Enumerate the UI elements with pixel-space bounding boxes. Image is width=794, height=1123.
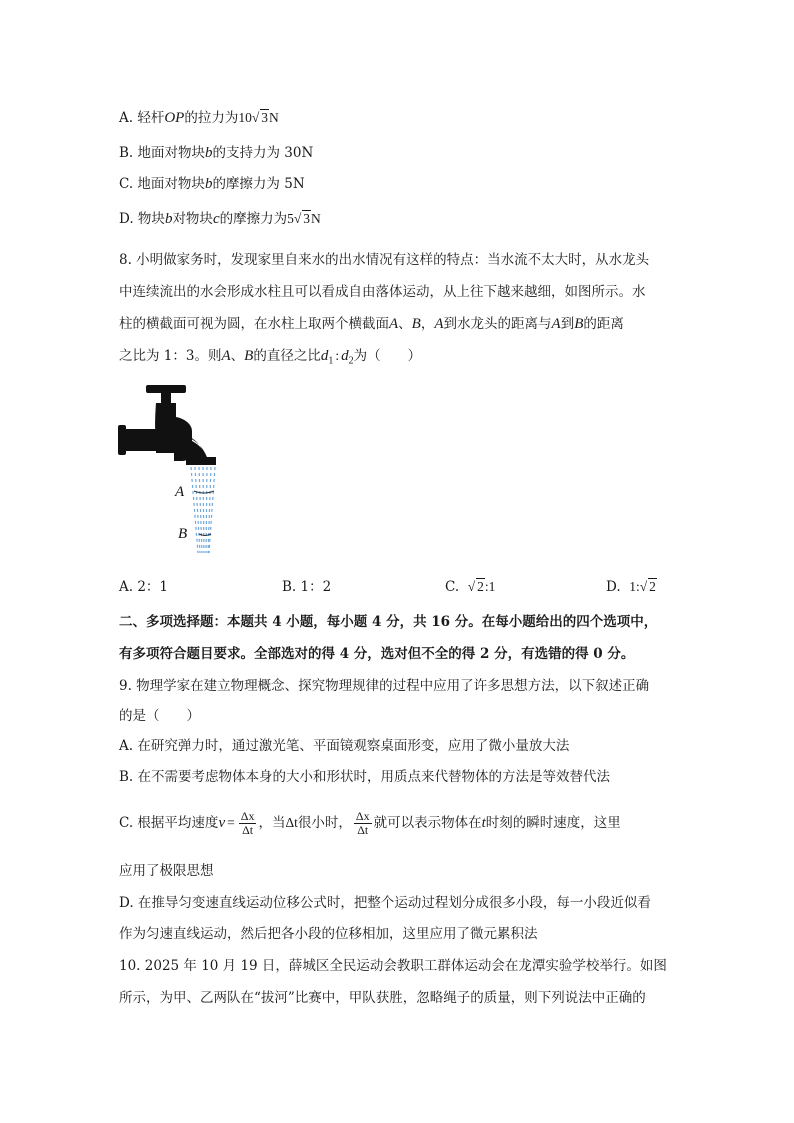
unit: N <box>269 110 279 125</box>
option-text: 对物块 <box>172 211 213 227</box>
sqrt-radicand: 3 <box>303 211 311 226</box>
q9-option-c-line-2: 应用了极限思想 <box>119 863 214 879</box>
q7-option-a: A. 轻杆OP的拉力为10√ 3N <box>119 110 279 126</box>
text: 的距离 <box>583 316 624 332</box>
option-text: 1: <box>629 579 640 594</box>
option-text: A. 轻杆 <box>119 110 165 126</box>
option-text: ，当 <box>258 815 286 831</box>
q10-line-2: 所示，为甲、乙两队在“拔河”比赛中，甲队获胜，忽略绳子的质量，则下列说法中正确的 <box>119 990 646 1006</box>
numerator: Δx <box>240 809 255 823</box>
math-var: c <box>212 211 220 227</box>
option-text: C. 根据平均速度 <box>119 815 219 831</box>
text: : <box>335 348 340 363</box>
text: ， <box>420 316 435 332</box>
math-var: b <box>164 211 173 227</box>
option-text: C. 地面对物块 <box>119 176 205 192</box>
q7-option-d: D. 物块b对物块c的摩擦力为5√ 3N <box>119 211 321 227</box>
math-var: A <box>389 316 399 332</box>
subscript: 1 <box>328 355 334 367</box>
q9-option-a: A. 在研究弹力时，通过激光笔、平面镜观察桌面形变，应用了微小量放大法 <box>119 738 570 754</box>
math-coef: 10 <box>238 110 252 125</box>
q9-option-d-line-2: 作为匀速直线运动，然后把各小段的位移相加，这里应用了微元累积法 <box>119 926 538 942</box>
q8-option-b: B. 1：2 <box>282 579 332 595</box>
q7-option-c <box>119 174 305 194</box>
math-var: A <box>221 348 231 364</box>
q9-option-d-line-1: D. 在推导匀变速直线运动位移公式时，把整个运动过程划分成很多小段，每一小段近似看 <box>119 895 651 911</box>
option-text: 的支持力为 30N <box>212 145 314 161</box>
math-var: Δt <box>285 815 298 830</box>
math-var: B <box>411 316 421 332</box>
water-stream-icon <box>191 467 215 553</box>
option-text: 的拉力为 <box>184 110 239 126</box>
figure-label-a: A <box>175 484 185 500</box>
math-var: b <box>205 145 213 161</box>
q8-line-1: 8. 小明做家务时，发现家里自来水的出水情况有这样的特点：当水流不太大时，从水龙头 <box>119 252 650 268</box>
math-var: b <box>204 176 213 192</box>
section-2-line-2: 有多项符合题目要求。全部选对的得 4 分，选对但不全的得 2 分，有选错的得 0 分。 <box>119 646 635 662</box>
text: 到 <box>560 316 575 332</box>
math-var: d <box>341 348 349 364</box>
section-2-line-1: 二、多项选择题：本题共 4 小题，每小题 4 分，共 16 分。在每小题给出的四个选项中， <box>119 614 658 630</box>
q8-line-3 <box>119 314 624 334</box>
q9-option-b: B. 在不需要考虑物体本身的大小和形状时，用质点来代替物体的方法是等效替代法 <box>119 769 611 785</box>
unit: N <box>311 211 321 226</box>
subscript: 2 <box>348 355 354 367</box>
text: 为（ ） <box>353 348 422 364</box>
option-text: 时刻的瞬时速度，这里 <box>485 815 621 831</box>
text: 之比为 1：3。则 <box>119 348 222 364</box>
denominator: Δt <box>242 823 254 837</box>
text: 柱的横截面可视为圆，在水柱上取两个横截面 <box>119 316 389 332</box>
math-var: v <box>218 815 226 831</box>
option-text: C. <box>445 579 460 595</box>
q8-option-a: A. 2：1 <box>119 579 169 595</box>
math-coef: 5 <box>287 211 294 226</box>
math-op: = <box>227 815 235 830</box>
fraction <box>354 810 372 837</box>
q7-option-b <box>119 143 313 163</box>
option-text: D. 物块 <box>119 211 165 227</box>
math-var: t <box>481 815 486 831</box>
option-text: B. 地面对物块 <box>119 145 206 161</box>
q9-option-c <box>119 810 621 837</box>
numerator: Δx <box>355 809 370 823</box>
math-var: B <box>574 316 584 332</box>
denominator: Δt <box>357 823 369 837</box>
option-text: 的摩擦力为 <box>219 211 288 227</box>
math-var: OP <box>164 110 185 126</box>
faucet-figure <box>118 385 228 555</box>
math-var: A <box>551 316 561 332</box>
q8-option-d: D. 1:√ 2 <box>606 579 656 595</box>
math-var: A <box>434 316 444 332</box>
fraction <box>239 810 257 837</box>
option-text: :1 <box>484 579 496 594</box>
option-text: 的摩擦力为 5N <box>212 176 305 192</box>
text: 、 <box>398 316 412 332</box>
text: 、 <box>230 348 245 364</box>
q8-line-4 <box>119 346 421 372</box>
math-var: d <box>320 348 329 364</box>
sqrt-radicand: 3 <box>261 110 269 125</box>
option-text: D. <box>606 579 621 595</box>
option-text: 很小时， <box>297 815 352 831</box>
text: 到水龙头的距离与 <box>443 316 552 332</box>
q9-line-2: 的是（ ） <box>119 708 200 724</box>
q9-line-1: 9. 物理学家在建立物理概念、探究物理规律的过程中应用了许多思想方法，以下叙述正确 <box>119 678 650 694</box>
figure-label-b: B <box>178 526 188 542</box>
text: 的直径之比 <box>253 348 321 364</box>
sqrt-radicand: 2 <box>649 579 656 594</box>
q10-line-1: 10. 2025 年 10 月 19 日，薛城区全民运动会教职工群体运动会在龙潭实验学校举行。如图 <box>119 958 667 974</box>
q8-option-c: C. √ 2:1 <box>445 579 496 595</box>
q8-line-2: 中连续流出的水会形成水柱且可以看成自由落体运动，从上往下越来越细，如图所示。水 <box>119 284 646 300</box>
sqrt-radicand: 2 <box>477 579 484 594</box>
option-text: 就可以表示物体在 <box>373 815 482 831</box>
math-var: B <box>244 348 254 364</box>
